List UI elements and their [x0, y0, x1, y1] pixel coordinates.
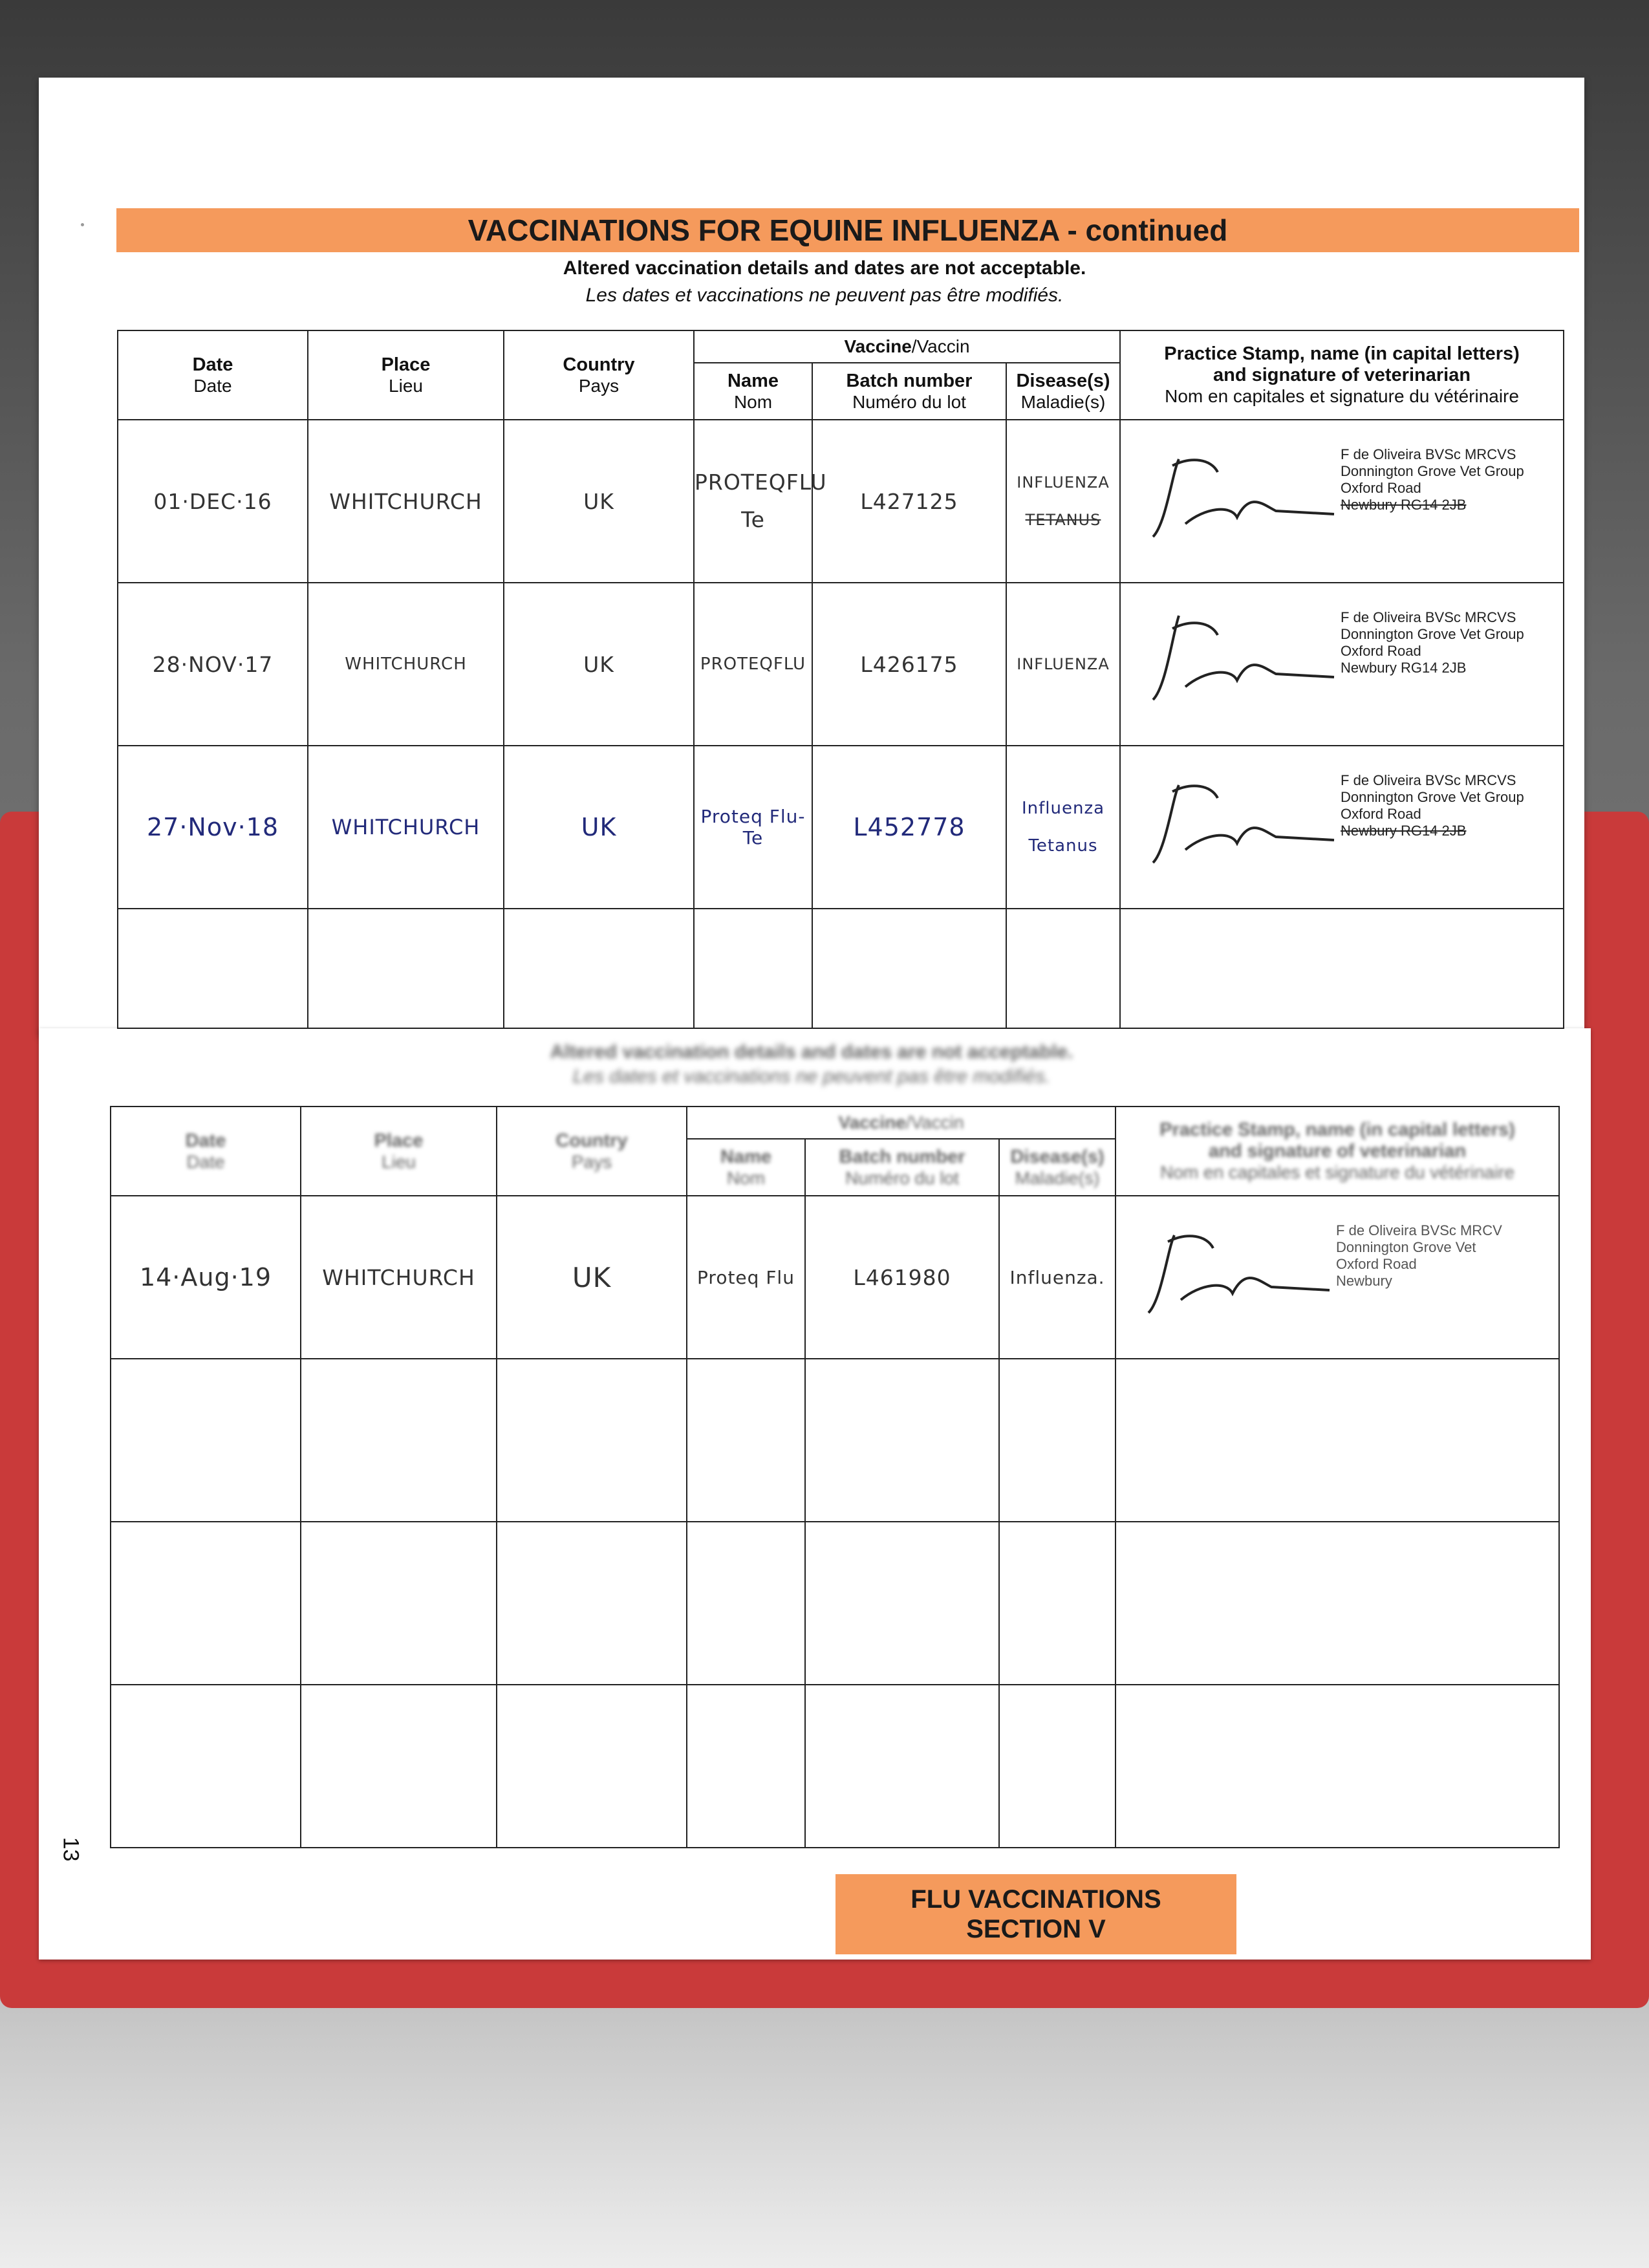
header-date: Date Date: [118, 330, 308, 420]
table-row-empty: [111, 1685, 1559, 1848]
header-disease: Disease(s) Maladie(s): [1006, 363, 1120, 420]
table-row: 28·NOV·17 WHITCHURCH UK PROTEQFLU L426175 INFLUENZA F de Oliveira BVSc MRCVS Donnington Grove Vet Group Oxford Road Newbury RG14 2JB: [118, 583, 1564, 746]
header-vet: Practice Stamp, name (in capital letters) and signature of veterinarian Nom en capitales et signature du vétérinaire: [1116, 1107, 1559, 1196]
section-tab: FLU VACCINATIONS SECTION V: [835, 1874, 1236, 1954]
header-name: Name Nom: [687, 1139, 805, 1196]
practice-stamp: F de Oliveira BVSc MRCV Donnington Grove Vet Oxford Road Newbury: [1336, 1222, 1502, 1289]
table-row-empty: [111, 1522, 1559, 1685]
practice-stamp: F de Oliveira BVSc MRCVS Donnington Grove Vet Group Oxford Road Newbury RG14 2JB: [1341, 772, 1524, 839]
vet-signature: [1136, 1222, 1349, 1326]
vet-signature: [1140, 446, 1353, 550]
table-row: 01·DEC·16 WHITCHURCH UK PROTEQFLU Te L427125 INFLUENZA TETANUS F de Oliveira BVSc MRCVS Donnington Grove Vet Group Oxford Road Newbury RG14 2JB: [118, 420, 1564, 583]
notice-french-blurred: Les dates et vaccinations ne peuvent pas être modifiés.: [572, 1066, 1051, 1087]
notice-french: Les dates et vaccinations ne peuvent pas être modifiés.: [585, 285, 1064, 306]
header-batch: Batch number Numéro du lot: [812, 363, 1006, 420]
header-vaccine: Vaccine/Vaccin: [694, 330, 1120, 363]
practice-stamp: F de Oliveira BVSc MRCVS Donnington Grove Vet Group Oxford Road Newbury RG14 2JB: [1341, 609, 1524, 676]
header-batch: Batch number Numéro du lot: [805, 1139, 999, 1196]
header-date: Date Date: [111, 1107, 301, 1196]
header-country: Country Pays: [497, 1107, 687, 1196]
practice-stamp: F de Oliveira BVSc MRCVS Donnington Grove Vet Group Oxford Road Newbury RG14 2JB: [1341, 446, 1524, 513]
table-row: 27·Nov·18 WHITCHURCH UK Proteq Flu-Te L452778 Influenza Tetanus F de Oliveira BVSc MRCVS Donnington Grove Vet Group Oxford Road Newbury RG14 2JB: [118, 746, 1564, 909]
page-number: 13: [58, 1837, 83, 1862]
page-mark: [81, 223, 84, 226]
table-row: 14·Aug·19 WHITCHURCH UK Proteq Flu L461980 Influenza. F de Oliveira BVSc MRCV Donnington Grove Vet Oxford Road Newbury: [111, 1196, 1559, 1359]
vet-signature: [1140, 772, 1353, 876]
header-name: Name Nom: [694, 363, 812, 420]
table-row-empty: [118, 909, 1564, 1028]
header-place: Place Lieu: [301, 1107, 497, 1196]
header-place: Place Lieu: [308, 330, 504, 420]
page-title: VACCINATIONS FOR EQUINE INFLUENZA - continued: [116, 208, 1579, 252]
header-vet: Practice Stamp, name (in capital letters) and signature of veterinarian Nom en capitales et signature du vétérinaire: [1120, 330, 1564, 420]
vet-signature: [1140, 609, 1353, 713]
table-row-empty: [111, 1359, 1559, 1522]
notice-english-blurred: Altered vaccination details and dates are not acceptable.: [550, 1041, 1073, 1063]
header-country: Country Pays: [504, 330, 694, 420]
vaccination-table-top: [117, 330, 1564, 1029]
header-vaccine: Vaccine/Vaccin: [687, 1107, 1116, 1139]
notice-english: Altered vaccination details and dates are not acceptable.: [563, 257, 1086, 279]
vaccination-table-bottom: [110, 1106, 1560, 1848]
header-disease: Disease(s) Maladie(s): [999, 1139, 1116, 1196]
